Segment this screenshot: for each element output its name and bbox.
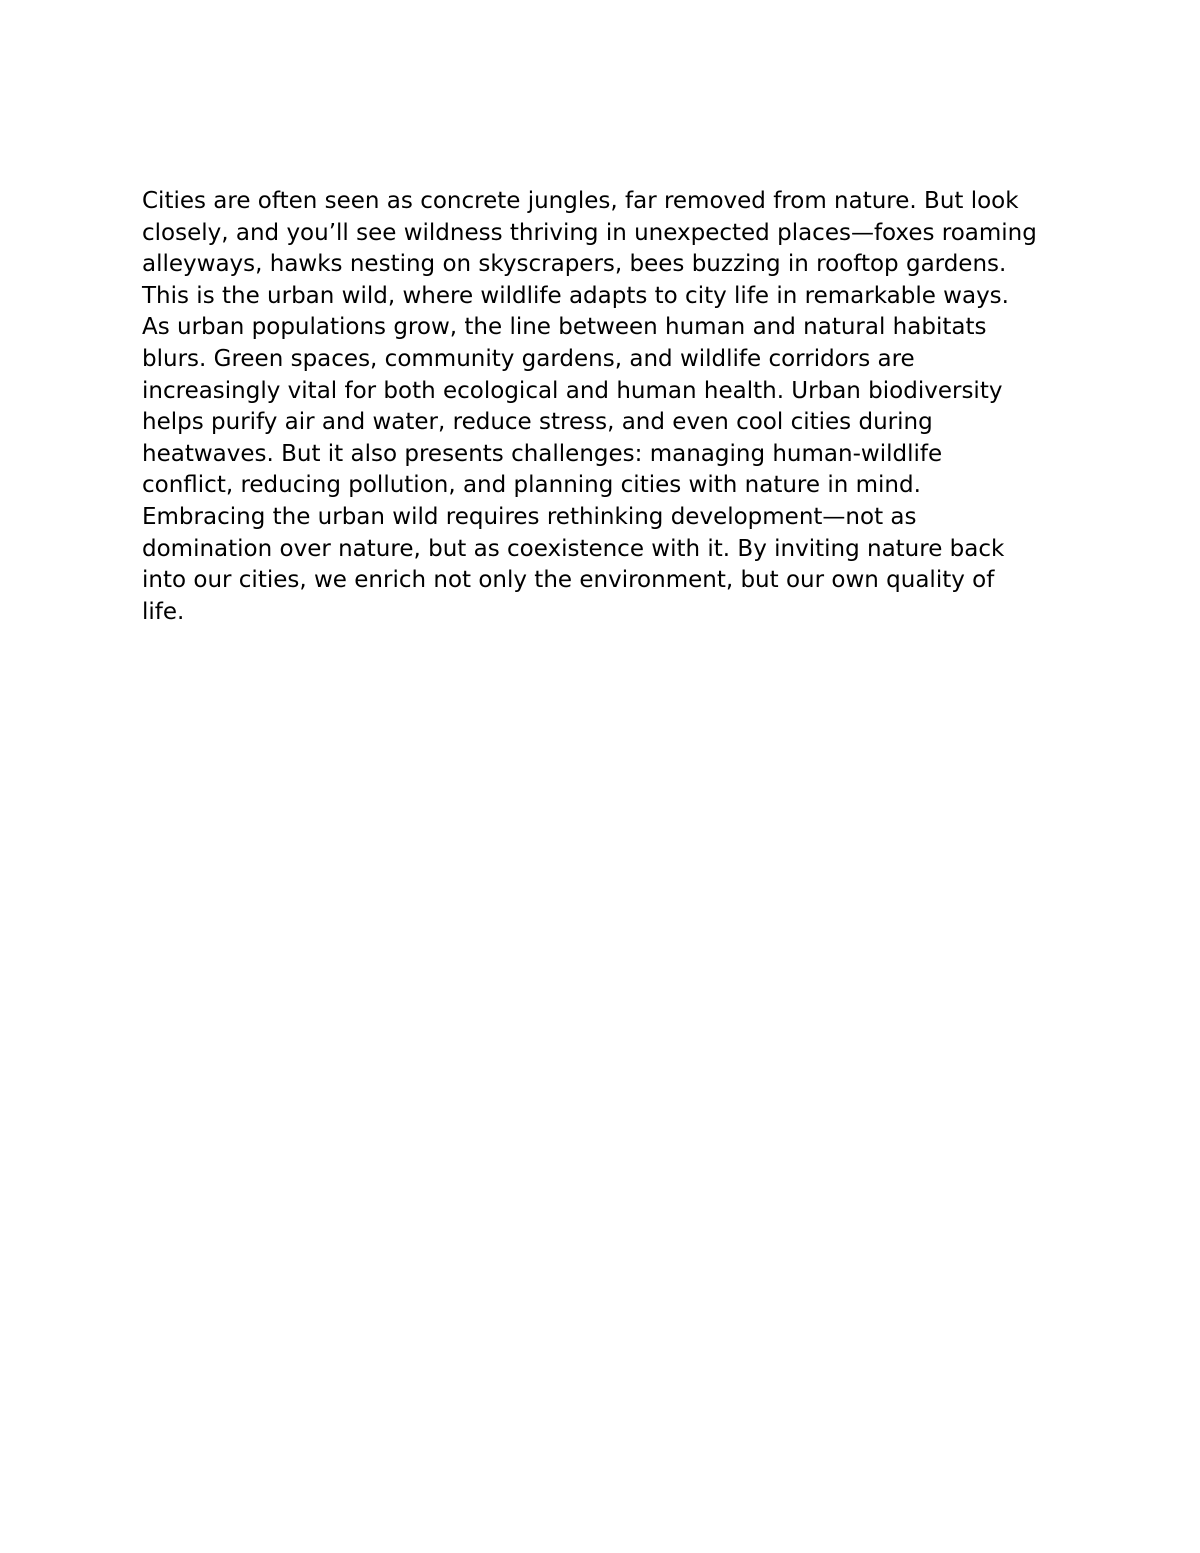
paragraph-line: closely, and you’ll see wildness thriving in unexpected places—foxes roaming: [142, 219, 1037, 246]
paragraph-line: As urban populations grow, the line between human and natural habitats: [142, 314, 987, 341]
paragraph-line: conflict, reducing pollution, and planning cities with nature in mind.: [142, 472, 921, 499]
paragraph-line: alleyways, hawks nesting on skyscrapers, bees buzzing in rooftop gardens.: [142, 251, 1007, 278]
paragraph-line: life.: [142, 598, 185, 625]
paragraph-line: into our cities, we enrich not only the environment, but our own quality of: [142, 567, 995, 594]
body-paragraph: [142, 186, 1082, 628]
paragraph-line: Cities are often seen as concrete jungles, far removed from nature. But look: [142, 188, 1019, 214]
paragraph-line: Embracing the urban wild requires rethinking development—not as: [142, 503, 917, 530]
paragraph-line: helps purify air and water, reduce stress, and even cool cities during: [142, 409, 933, 436]
paragraph-line: This is the urban wild, where wildlife adapts to city life in remarkable ways.: [142, 282, 1009, 309]
paragraph-line: blurs. Green spaces, community gardens, and wildlife corridors are: [142, 345, 915, 372]
paragraph-line: increasingly vital for both ecological and human health. Urban biodiversity: [142, 377, 1003, 404]
paragraph-line: heatwaves. But it also presents challenges: managing human-wildlife: [142, 440, 943, 467]
paragraph-line: domination over nature, but as coexistence with it. By inviting nature back: [142, 535, 1005, 562]
